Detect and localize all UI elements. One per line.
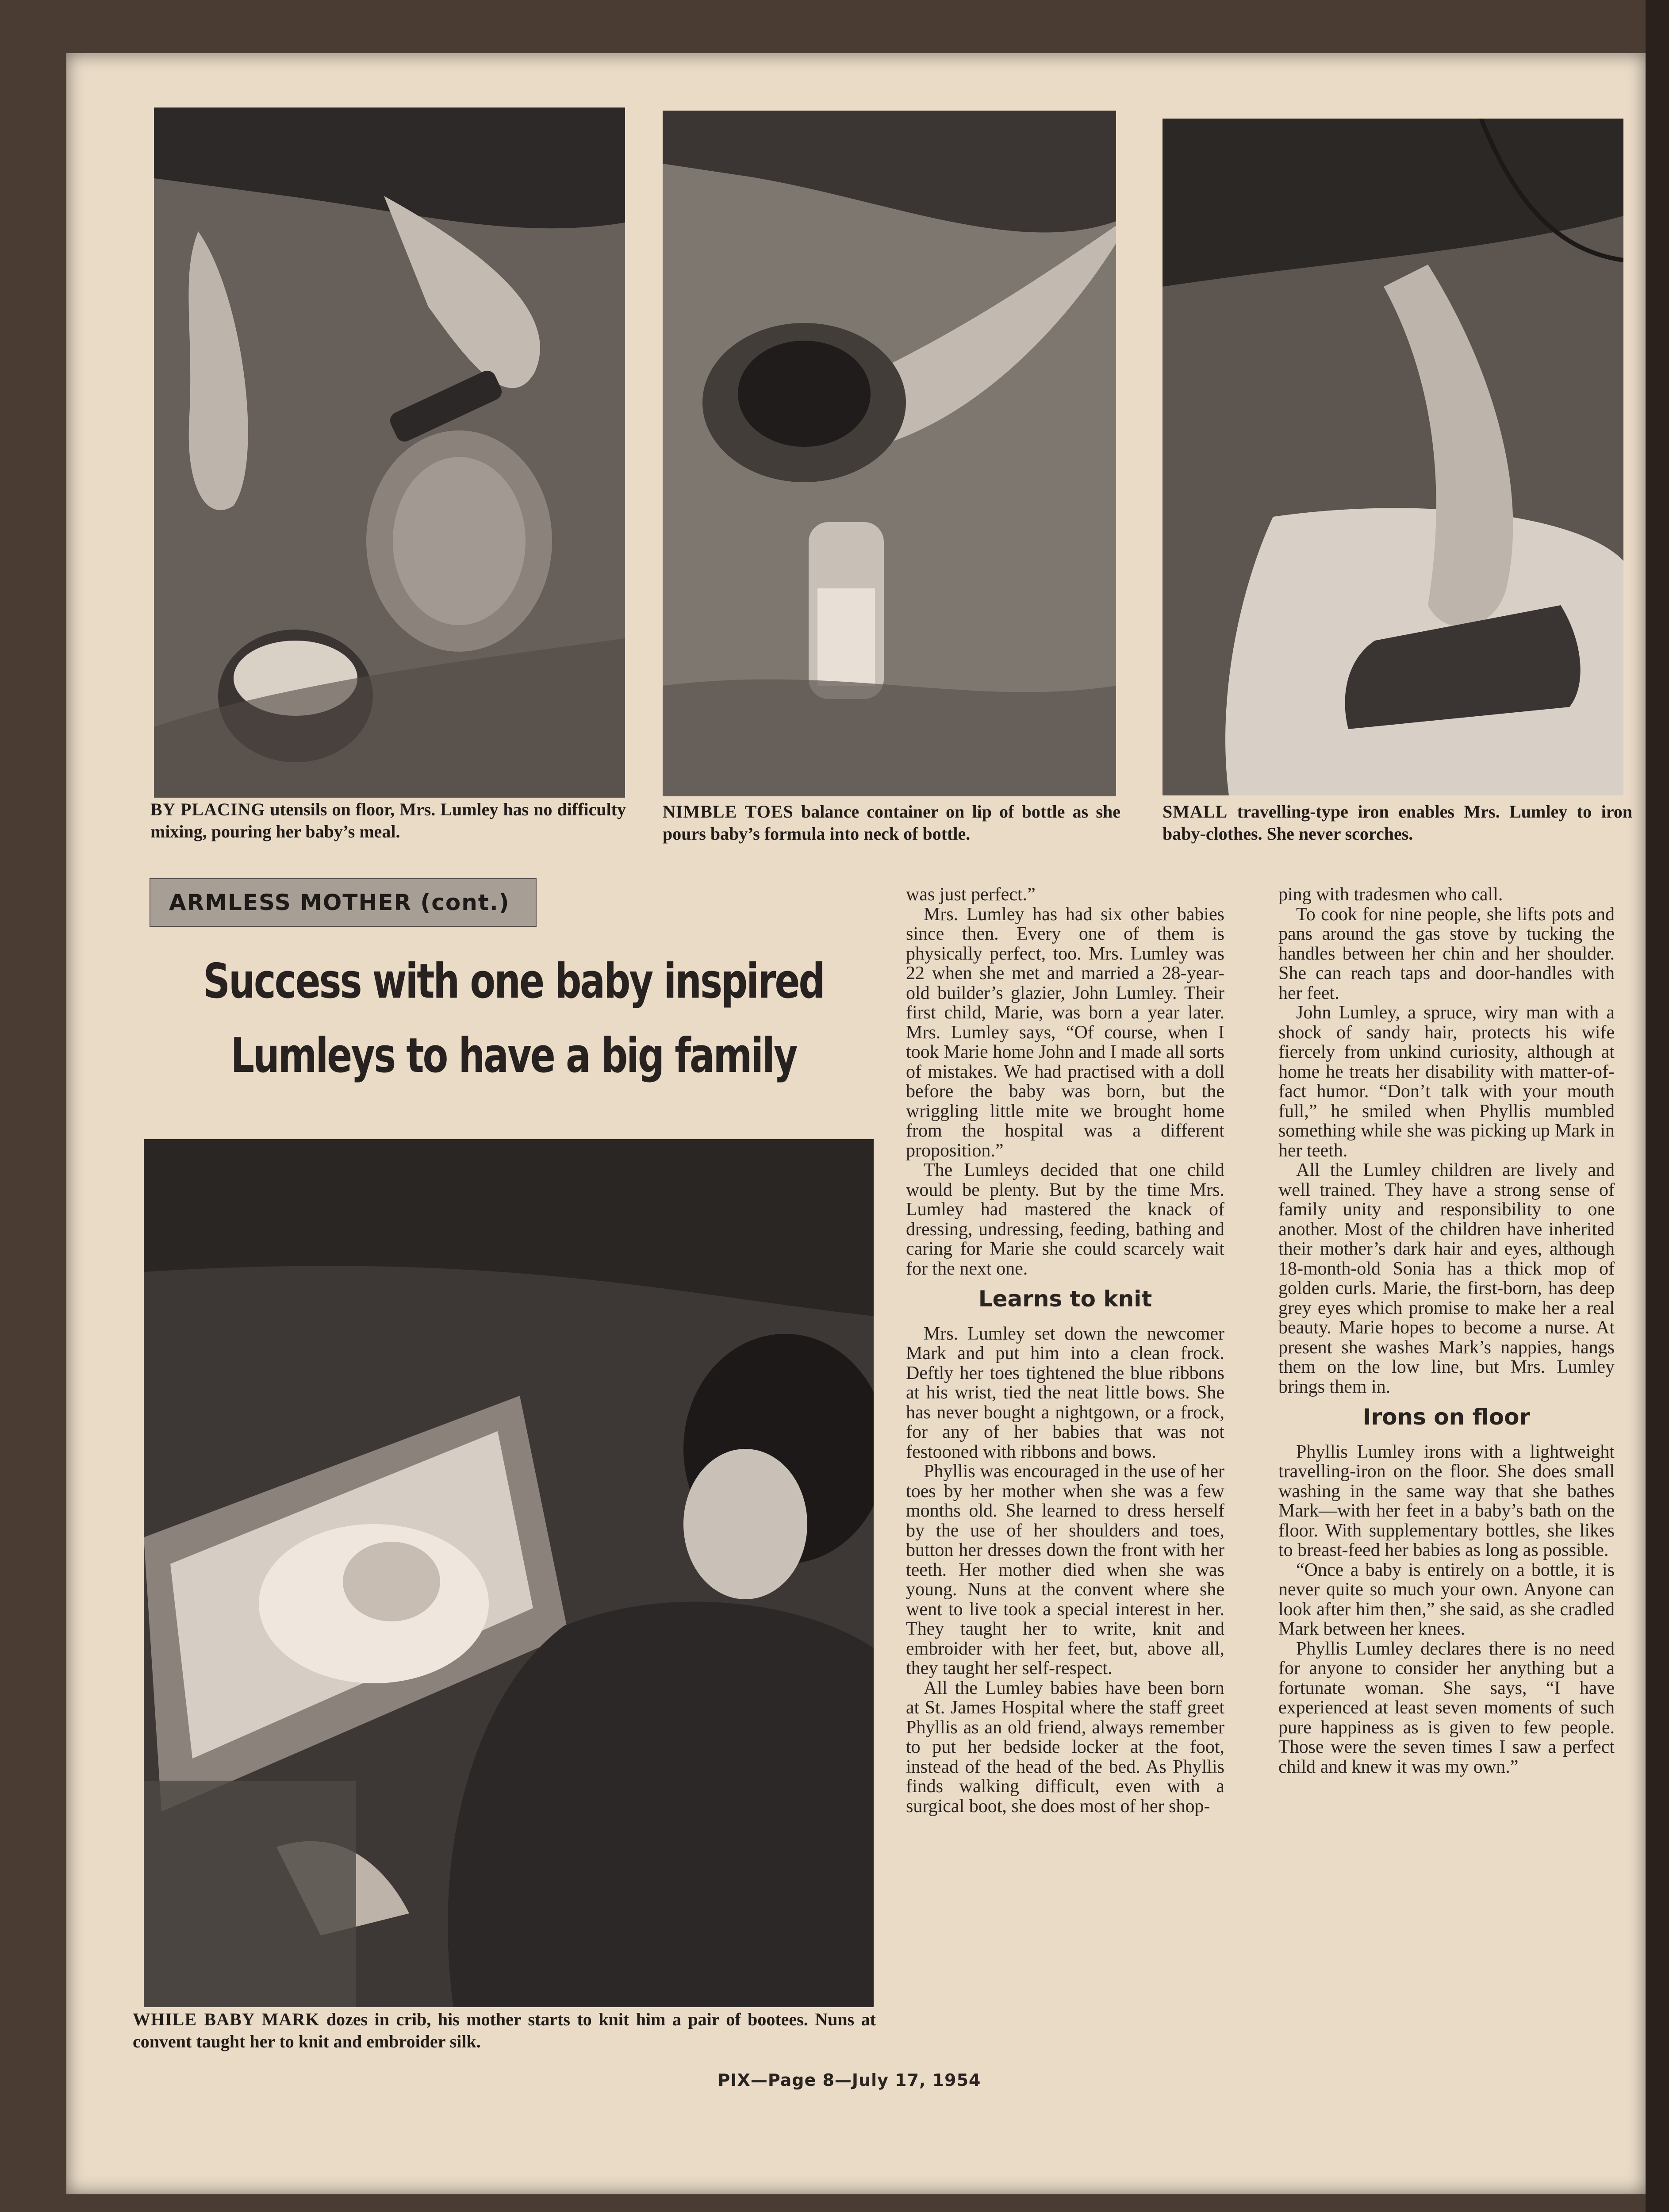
paragraph: was just perfect.” xyxy=(906,884,1036,905)
headline xyxy=(186,945,841,1093)
photo-kettle-pouring xyxy=(154,108,625,798)
caption-text: dozes in crib, his mother starts to knit him a pair of bootees. Nuns at convent taught her to knit and embroider silk. xyxy=(133,2009,876,2051)
headline-line-1: Success with one baby inspired xyxy=(203,954,824,1009)
paragraph: To cook for nine people, she lifts pots and pans around the gas stove by tucking the handles between her chin and her shoulder. She can reach taps and door-handles with her feet. xyxy=(1278,904,1615,1003)
caption-lead: SMALL xyxy=(1163,802,1228,822)
big-photo-caption xyxy=(133,2008,876,2053)
caption-lead: WHILE BABY MARK xyxy=(133,2009,320,2029)
subheading-irons-on-floor: Irons on floor xyxy=(1362,1404,1531,1430)
page-footer: PIX—Page 8—July 17, 1954 xyxy=(717,2070,981,2090)
page-edge xyxy=(1646,0,1669,2212)
paragraph: ping with tradesmen who call. xyxy=(1278,884,1503,905)
paragraph: Phyllis Lumley irons with a lightweight travelling-iron on the floor. She does small washing in the same way that she bathes Mark—with her feet in a baby’s bath on the floor. With supplementary bottles, she likes to breast-feed her babies as long as possible. xyxy=(1278,1441,1615,1560)
subheading-learns-to-knit: Learns to knit xyxy=(978,1286,1152,1312)
photo-caption-1 xyxy=(150,799,626,843)
photo-ironing xyxy=(1163,119,1623,795)
caption-text: travelling-type iron enables Mrs. Lumley to iron baby-clothes. She never scorches. xyxy=(1163,802,1632,844)
article-column-2 xyxy=(906,885,1224,1816)
photo-caption-3 xyxy=(1163,801,1632,845)
paragraph: John Lumley, a spruce, wiry man with a shock of sandy hair, protects his wife fiercely from unkind curiosity, although at home he treats her disability with matter-of-fact humor. “Don’t talk with your mouth full,” he smiled when Phyllis mumbled something while she was picking up Mark in her teeth. xyxy=(1278,1002,1615,1161)
caption-lead: BY PLACING xyxy=(150,799,265,819)
paragraph: “Once a baby is entirely on a bottle, it is never quite so much your own. Anyone can look after him then,” she said, as she cradled Mark between her knees. xyxy=(1278,1559,1615,1639)
headline-line-2: Lumleys to have a big family xyxy=(230,1028,797,1083)
magazine-page xyxy=(66,53,1646,2194)
caption-text: utensils on floor, Mrs. Lumley has no difficulty mixing, pouring her baby’s meal. xyxy=(150,799,626,841)
section-kicker: ARMLESS MOTHER (cont.) xyxy=(150,878,537,927)
article-column-3 xyxy=(1278,885,1615,1777)
photo-caption-2 xyxy=(663,801,1120,845)
paragraph: Phyllis Lumley declares there is no need for anyone to consider her anything but a fortunate woman. She says, “I have experienced at least seven moments of such pure happiness as is given to few people. Those were the seven times I saw a perfect child and knew it was my own.” xyxy=(1278,1638,1615,1777)
paragraph: All the Lumley children are lively and well trained. They have a strong sense of family unity and responsibility to one another. Most of the children have inherited their mother’s dark hair and eyes, although 18-month-old Sonia has a thick mop of golden curls. Marie, the first-born, has deep grey eyes which promise to make her a real beauty. Marie hopes to become a nurse. At present she washes Mark’s nappies, hangs them on the low line, but Mrs. Lumley brings them in. xyxy=(1278,1160,1615,1397)
caption-text: balance container on lip of bottle as she pours baby’s formula into neck of bottle. xyxy=(663,802,1120,844)
photo-mother-knitting xyxy=(144,1139,874,2007)
paragraph: The Lumleys decided that one child would be plenty. But by the time Mrs. Lumley had mastered the knack of dressing, undressing, feeding, bathing and caring for Marie she could scarcely wait for the next one. xyxy=(906,1160,1224,1279)
paragraph: All the Lumley babies have been born at St. James Hospital where the staff greet Phyllis as an old friend, always remember to put her bedside locker at the foot, instead of the head of the bed. As Phyllis finds walking difficult, even with a surgical boot, she does most of her shop- xyxy=(906,1678,1224,1816)
photo-bottle-pouring xyxy=(663,111,1116,796)
paragraph: Mrs. Lumley set down the newcomer Mark and put him into a clean frock. Deftly her toes tightened the blue ribbons at his wrist, tied the neat little bows. She has never bought a nightgown, or a frock, for any of her babies that was not festooned with ribbons and bows. xyxy=(906,1323,1224,1462)
caption-lead: NIMBLE TOES xyxy=(663,802,794,822)
paragraph: Phyllis was encouraged in the use of her toes by her mother when she was a few months old. She learned to dress herself by the use of her shoulders and toes, button her dresses down the front with her teeth. Her mother died when she was young. Nuns at the convent where she went to live took a special interest in her. They taught her to write, knit and embroider with her feet, but, above all, they taught her self-respect. xyxy=(906,1461,1224,1678)
paragraph: Mrs. Lumley has had six other babies since then. Every one of them is physically perfect, too. Mrs. Lumley was 22 when she met and married a 28-year-old builder’s glazier, John Lumley. Their first child, Marie, was born a year later. Mrs. Lumley says, “Of course, when I took Marie home John and I made all sorts of mistakes. We had practised with a doll before the baby was born, but the wriggling little mite we brought home from the hospital was a different proposition.” xyxy=(906,904,1224,1161)
